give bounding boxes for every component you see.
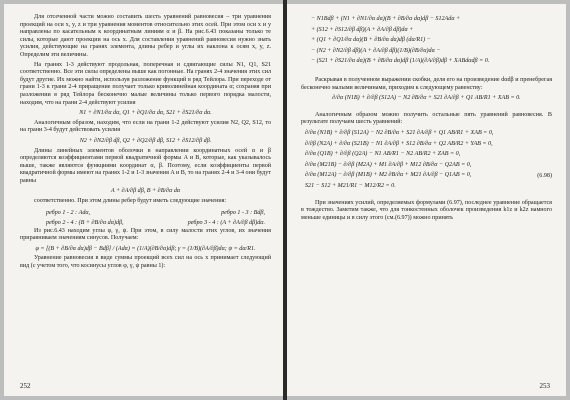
right-page xyxy=(287,4,566,396)
rib-row xyxy=(46,208,265,218)
rib-length: ребро 2 - 4 : (B + ∂B/∂α dα)dβ, xyxy=(46,219,124,226)
rib-length: ребро 1 - 3 : Bdβ, xyxy=(221,209,265,216)
equation-line: − (N2 + ∂N2/∂β dβ)(A + ∂A/∂β dβ)(1/B)(∂B/∂α)dα − xyxy=(311,47,441,54)
equation-coefficients: A + ∂A/∂β dβ, B + ∂B/∂α dα xyxy=(110,188,181,195)
equation-line: ∂/∂β (N2A) + ∂/∂α (S21B) − N1 ∂A/∂β + S12 ∂B/∂α + Q2 AB/R2 + YAB = 0, xyxy=(305,140,493,147)
paragraph: соответственно. При этом длины ребер будут иметь следующие значения: xyxy=(34,198,227,205)
equation-line: ∂/∂α (N1B) + ∂/∂β (S12A) − N2 ∂B/∂α + S21 ∂A/∂β + Q1 AB/R1 + XAB = 0, xyxy=(305,129,494,136)
paragraph: Аналогичным образом, находим, что если на грани 1-2 действуют усилия N2, Q2, S12, то на грани 3-4 будут действовать усилия xyxy=(20,119,271,134)
equation-line: − (S21 + ∂S21/∂α dα)(B + ∂B/∂α dα)dβ (1/A)(∂A/∂β)dβ + XABdαdβ = 0. xyxy=(311,58,490,65)
left-page xyxy=(4,4,283,396)
paragraph: Аналогичным образом можно получить остальные пять уравнений равновесия. В результате получаем шесть уравнений: xyxy=(301,111,552,126)
paragraph: Для отсеченной части можно составить шесть уравнений равновесия – три уравнения проекций на оси x, y, z и три уравнения моментов относительно этих осей. При этом оси x и y направлены по касательным к координатным линиям α и β. На рис.6.43 показаны только те силы, которые дают проекции на ось x. Для составления уравнений равновесия нужно знать усилия, действующие на гранях элемента, длины ребер и углы их наклона к осям x, y, z. Определим эти величины. xyxy=(20,14,271,58)
equation-forces-b: N2 + ∂N2/∂β dβ, Q2 + ∂Q2/∂β dβ, S12 + ∂S12/∂β dβ. xyxy=(79,137,212,144)
equation-angles: φ = [(B + ∂B/∂α dα)dβ − Bdβ] / (Adα) = (1/A)(∂B/∂α)dβ; γ = (1/B)(∂A/∂β)dα; ψ = dα/R1. xyxy=(35,245,256,252)
equation-line: ∂/∂α (M21B) − ∂/∂β (M2A) + M1 ∂A/∂β + M12 ∂B/∂α − Q2AB = 0, xyxy=(305,161,472,168)
rib-length: ребро 3 - 4 : (A + ∂A/∂β dβ)dα. xyxy=(187,219,265,226)
paragraph: Уравнение равновесия в виде суммы проекций всех сил на ось x принимает следующий вид (с учетом того, что косинусы углов φ, γ, ψ равны 1): xyxy=(20,255,271,270)
equation-line: ∂/∂α (M12A) − ∂/∂β (M1B) + M2 ∂B/∂α + M21 ∂A/∂β − Q1AB = 0, xyxy=(305,172,472,179)
equation-number: (6.98) xyxy=(537,172,552,179)
equation-system xyxy=(301,129,552,192)
equation-line: S21 − S12 + M21/R1 − M12/R2 = 0. xyxy=(305,182,396,189)
paragraph: При значениях усилий, определяемых формулами (6.97), последнее уравнение обращается в тождество. Заметим также, что для тонкостенных оболочек произведения k1z и k2z намного меньше единицы и в силу этого (см.(6.97)) можно принять xyxy=(301,199,552,221)
equation-line: + (S12 + ∂S12/∂β dβ)(A + ∂A/∂β dβ)dα + xyxy=(311,26,414,33)
equation-single: ∂/∂α (N1B) + ∂/∂β (S12A) − N2 ∂B/∂α + S21 ∂A/∂β + Q1 AB/R1 + XAB = 0. xyxy=(332,95,521,102)
paragraph: Длины линейных элементов оболочки в направлении координатных осей α и β определяются коэффициентами первой квадратичной формы A и B, которые, как указывалось выше, также являются функциями координат α, β. Поэтому, если коэффициенты первой квадратичной формы имеют на гранях 1-2 и 1-3 значения A и B, то на гранях 2-4 и 3-4 они будут равны xyxy=(20,147,271,184)
equation-forces-a: N1 + ∂N1/∂α dα, Q1 + ∂Q1/∂α dα, S21 + ∂S21/∂α dα. xyxy=(79,110,212,117)
paragraph: На гранях 1-3 действуют продольная, поперечная и сдвигающие силы N1, Q1, S21 соответственно. Все эти силы определены выше как погонные. На гранях 2-4 значения этих сил будут другие. Их можно найти, используя разложение функций в ряд Тейлора. При переходе от грани 1-3 к грани 2-4 приращение получает только криволинейная координата α; сохраняя при разложении в ряд Тейлора бесконечно малые величины только первого порядка малости, находим, что на грани 2-4 действуют усилия xyxy=(20,61,271,106)
equation-line: + (Q1 + ∂Q1/∂α dα)(B + ∂B/∂α dα)dβ (dα/R1) − xyxy=(311,37,431,44)
paragraph: Раскрывая в полученном выражении скобки, деля его на произведение dαdβ и пренебрегая бесконечно малыми величинами, приходим к следующему равенству: xyxy=(301,76,552,91)
page-number: 252 xyxy=(20,382,31,390)
equation-line: ∂/∂α (Q1B) + ∂/∂β (Q2A) − N1 AB/R1 − N2 AB/R2 + ZAB = 0, xyxy=(305,151,461,158)
page-number: 253 xyxy=(539,382,550,390)
rib-length: ребро 1 - 2 : Adα, xyxy=(46,209,91,216)
paragraph: Из рис.6.43 находим углы φ, γ, ψ. При этом, в силу малости этих углов, их значения приравниваем значениям синусов. Получаем: xyxy=(20,227,271,242)
equation-line: − N1Bdβ + (N1 + ∂N1/∂α dα)(B + ∂B/∂α dα)dβ − S12Adα + xyxy=(311,16,461,22)
rib-row xyxy=(46,218,265,228)
